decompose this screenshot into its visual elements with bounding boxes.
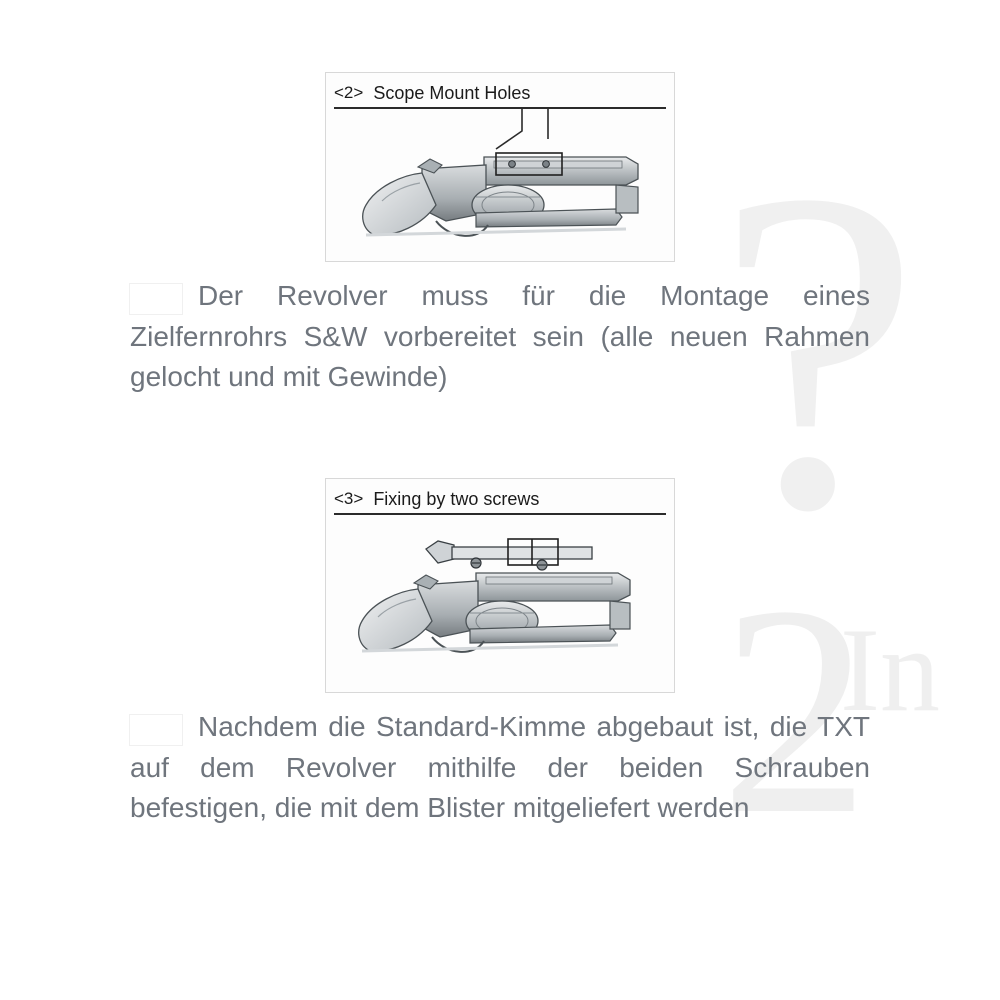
figure-fixing-by-two-screws [325, 478, 675, 693]
german-flag-icon [130, 284, 182, 314]
revolver-illustration-2 [326, 109, 674, 261]
paragraph-block-1 [130, 276, 870, 398]
figure-caption-text-3: Fixing by two screws [373, 488, 540, 509]
figure-tag-3: <3> [334, 489, 364, 508]
watermark-question-mark: ? [715, 95, 920, 605]
figure-caption-2 [334, 79, 666, 109]
paragraph-text-2 [130, 707, 870, 829]
paragraph-block-2 [130, 707, 870, 829]
watermark-digit-two: 2 [720, 544, 870, 876]
figure-tag-2: <2> [334, 83, 364, 102]
figure-scope-mount-holes [325, 72, 675, 262]
figure-caption-3 [334, 485, 666, 515]
figure-caption-text-2: Scope Mount Holes [373, 82, 531, 103]
german-flag-icon-2 [130, 715, 182, 745]
paragraph-body-1: Der Revolver muss für die Montage eines Zielfernrohrs S&W vorbereitet sein (alle neuen Rahmen gelocht und mit Gewinde) [130, 280, 870, 393]
paragraph-text-1 [130, 276, 870, 398]
revolver-illustration-3 [326, 515, 674, 692]
watermark-in-text: In [840, 603, 940, 736]
section-fixing-by-two-screws [0, 478, 1000, 829]
section-scope-mount-holes [0, 72, 1000, 398]
paragraph-body-2: Nachdem die Standard-Kimme abgebaut ist, die TXT auf dem Revolver mithilfe der beiden Schrauben befestigen, die mit dem Blister mitgeliefert werden [130, 711, 870, 824]
